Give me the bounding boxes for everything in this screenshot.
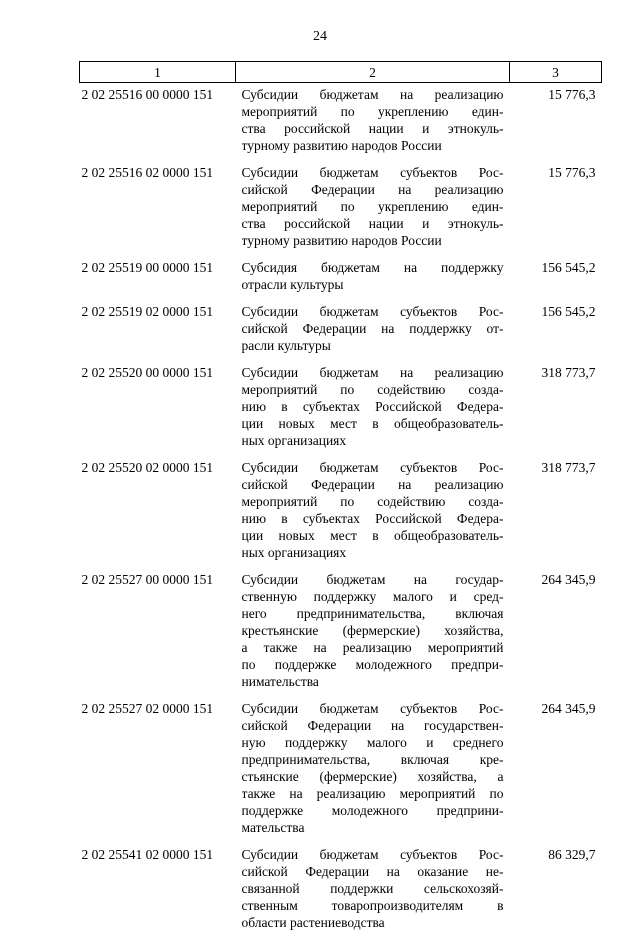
description-line: Субсидия бюджетам на поддержку: [242, 259, 504, 276]
description-line: ции новых мест в общеобразователь-: [242, 527, 504, 544]
description-line: области растениеводства: [242, 914, 504, 931]
description-line: мероприятий по укреплению един-: [242, 103, 504, 120]
income-description: [236, 846, 510, 941]
classification-code: 2 02 25519 02 0000 151: [80, 303, 236, 364]
amount-value: 86 329,7: [510, 846, 602, 941]
description-line: мательства: [242, 819, 504, 836]
table-row: [80, 571, 602, 700]
description-line: нимательства: [242, 673, 504, 690]
amount-value: 264 345,9: [510, 700, 602, 846]
classification-code: 2 02 25527 02 0000 151: [80, 700, 236, 846]
table-row: [80, 303, 602, 364]
classification-code: 2 02 25541 02 0000 151: [80, 846, 236, 941]
description-line: ства российской нации и этнокуль-: [242, 120, 504, 137]
description-line: также на реализацию мероприятий по: [242, 785, 504, 802]
classification-code: 2 02 25516 00 0000 151: [80, 83, 236, 165]
amount-value: 156 545,2: [510, 259, 602, 303]
description-line: по поддержке молодежного предпри-: [242, 656, 504, 673]
description-line: стьянские (фермерские) хозяйства, а: [242, 768, 504, 785]
table-row: [80, 164, 602, 259]
description-line: расли культуры: [242, 337, 504, 354]
table-header-row: [80, 62, 602, 83]
description-line: сийской Федерации на государствен-: [242, 717, 504, 734]
description-line: поддержке молодежного предприни-: [242, 802, 504, 819]
description-line: ства российской нации и этнокуль-: [242, 215, 504, 232]
amount-value: 318 773,7: [510, 364, 602, 459]
description-line: сийской Федерации на реализацию: [242, 181, 504, 198]
table-body: [80, 83, 602, 941]
income-description: [236, 164, 510, 259]
description-line: предпринимательства, включая кре-: [242, 751, 504, 768]
description-line: Субсидии бюджетам на реализацию: [242, 86, 504, 103]
description-line: нию в субъектах Российской Федера-: [242, 510, 504, 527]
description-line: мероприятий по содействию созда-: [242, 381, 504, 398]
description-line: Субсидии бюджетам субъектов Рос-: [242, 459, 504, 476]
description-line: турному развитию народов России: [242, 232, 504, 249]
amount-value: 156 545,2: [510, 303, 602, 364]
description-line: связанной поддержки сельскохозяй-: [242, 880, 504, 897]
description-line: турному развитию народов России: [242, 137, 504, 154]
table-row: [80, 83, 602, 165]
description-line: Субсидии бюджетам на реализацию: [242, 364, 504, 381]
description-line: отрасли культуры: [242, 276, 504, 293]
table-row: [80, 700, 602, 846]
description-line: ных организациях: [242, 544, 504, 561]
table-row: [80, 364, 602, 459]
classification-code: 2 02 25520 02 0000 151: [80, 459, 236, 571]
description-line: ции новых мест в общеобразователь-: [242, 415, 504, 432]
description-line: ную поддержку малого и среднего: [242, 734, 504, 751]
page-number: 24: [0, 28, 640, 46]
classification-code: 2 02 25527 00 0000 151: [80, 571, 236, 700]
description-line: Субсидии бюджетам на государ-: [242, 571, 504, 588]
amount-value: 318 773,7: [510, 459, 602, 571]
description-line: сийской Федерации на оказание не-: [242, 863, 504, 880]
classification-code: 2 02 25519 00 0000 151: [80, 259, 236, 303]
income-description: [236, 459, 510, 571]
description-line: ственным товаропроизводителям в: [242, 897, 504, 914]
description-line: нию в субъектах Российской Федера-: [242, 398, 504, 415]
description-line: мероприятий по содействию созда-: [242, 493, 504, 510]
income-description: [236, 259, 510, 303]
description-line: крестьянские (фермерские) хозяйства,: [242, 622, 504, 639]
table-row: [80, 259, 602, 303]
income-description: [236, 303, 510, 364]
classification-code: 2 02 25516 02 0000 151: [80, 164, 236, 259]
budget-table: [79, 61, 602, 941]
column-header-1: 1: [80, 62, 236, 83]
table-row: [80, 459, 602, 571]
amount-value: 15 776,3: [510, 83, 602, 165]
classification-code: 2 02 25520 00 0000 151: [80, 364, 236, 459]
description-line: Субсидии бюджетам субъектов Рос-: [242, 846, 504, 863]
description-line: Субсидии бюджетам субъектов Рос-: [242, 303, 504, 320]
amount-value: 264 345,9: [510, 571, 602, 700]
description-line: сийской Федерации на реализацию: [242, 476, 504, 493]
income-description: [236, 364, 510, 459]
column-header-2: 2: [236, 62, 510, 83]
column-header-3: 3: [510, 62, 602, 83]
description-line: сийской Федерации на поддержку от-: [242, 320, 504, 337]
description-line: ственную поддержку малого и сред-: [242, 588, 504, 605]
description-line: ных организациях: [242, 432, 504, 449]
description-line: а также на реализацию мероприятий: [242, 639, 504, 656]
description-line: Субсидии бюджетам субъектов Рос-: [242, 164, 504, 181]
table-row: [80, 846, 602, 941]
income-description: [236, 700, 510, 846]
description-line: мероприятий по укреплению един-: [242, 198, 504, 215]
income-description: [236, 83, 510, 165]
amount-value: 15 776,3: [510, 164, 602, 259]
description-line: него предпринимательства, включая: [242, 605, 504, 622]
description-line: Субсидии бюджетам субъектов Рос-: [242, 700, 504, 717]
income-description: [236, 571, 510, 700]
